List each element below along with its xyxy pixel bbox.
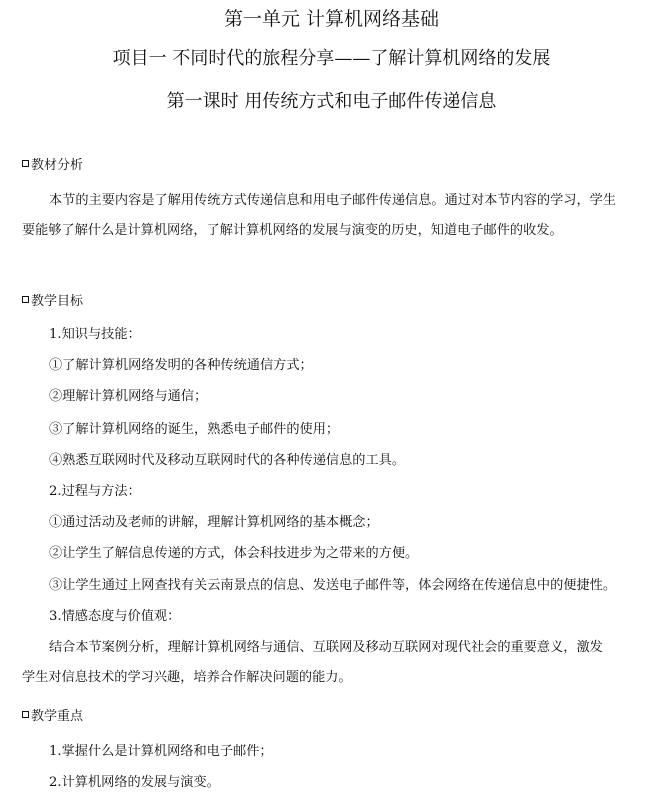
key-point-item: 2.计算机网络的发展与演变。 <box>49 775 220 790</box>
key-points-heading-text: 教学重点 <box>31 709 84 724</box>
knowledge-item: ④熟悉互联网时代及移动互联网时代的各种传递信息的工具。 <box>49 453 406 468</box>
knowledge-item: ③了解计算机网络的诞生，熟悉电子邮件的使用； <box>49 422 340 437</box>
analysis-heading <box>22 154 83 173</box>
key-point-item: 1.掌握什么是计算机网络和电子邮件； <box>49 744 273 759</box>
attitude-line-1: 结合本节案例分析，理解计算机网络与通信、互联网及移动互联网对现代社会的重要意义，激发 <box>49 640 603 655</box>
analysis-line-2: 要能够了解什么是计算机网络，了解计算机网络的发展与演变的历史，知道电子邮件的收发。 <box>22 223 563 238</box>
analysis-heading-text: 教材分析 <box>31 158 84 173</box>
lesson-title: 第一课时 用传统方式和电子邮件传递信息 <box>166 91 497 112</box>
project-title: 项目一 不同时代的旅程分享——了解计算机网络的发展 <box>112 48 551 69</box>
process-item: ①通过活动及老师的讲解，理解计算机网络的基本概念； <box>49 515 379 530</box>
checkbox-icon <box>22 296 29 303</box>
knowledge-title: 1.知识与技能： <box>49 327 141 342</box>
knowledge-item: ①了解计算机网络发明的各种传统通信方式； <box>49 358 313 373</box>
goals-heading <box>22 290 83 309</box>
key-points-heading <box>22 705 83 724</box>
attitude-line-2: 学生对信息技术的学习兴趣，培养合作解决问题的能力。 <box>22 670 352 685</box>
attitude-title: 3.情感态度与价值观： <box>49 609 181 624</box>
knowledge-item: ②理解计算机网络与通信； <box>49 389 208 404</box>
goals-heading-text: 教学目标 <box>31 294 84 309</box>
checkbox-icon <box>22 160 29 167</box>
process-item: ③让学生通过上网查找有关云南景点的信息、发送电子邮件等，体会网络在传递信息中的便捷性。 <box>49 578 617 593</box>
checkbox-icon <box>22 711 29 718</box>
process-item: ②让学生了解信息传递的方式，体会科技进步为之带来的方便。 <box>49 546 419 561</box>
unit-title: 第一单元 计算机网络基础 <box>223 8 440 30</box>
process-title: 2.过程与方法： <box>49 484 141 499</box>
analysis-line-1: 本节的主要内容是了解用传统方式传递信息和用电子邮件传递信息。通过对本节内容的学习，学生 <box>49 193 617 208</box>
